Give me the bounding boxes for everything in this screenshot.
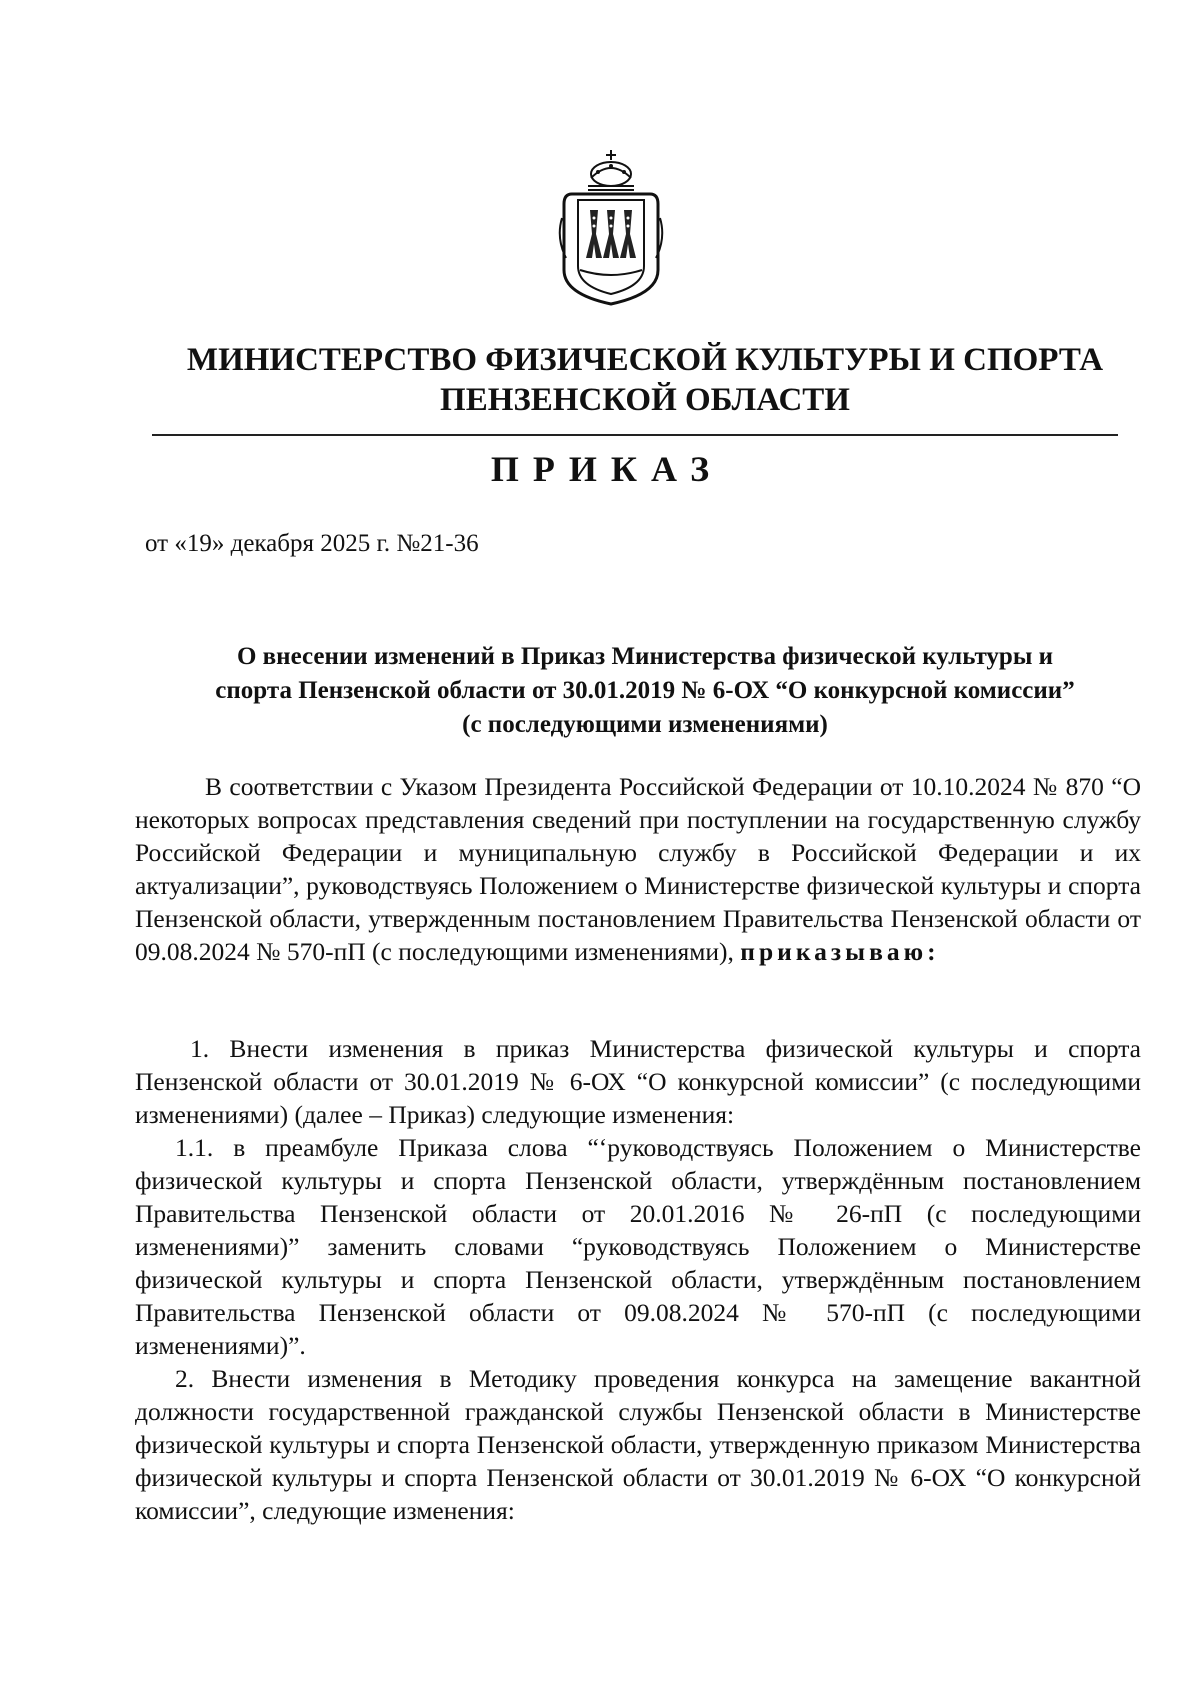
ministry-name-line2: ПЕНЗЕНСКОЙ ОБЛАСТИ [440, 382, 850, 418]
document-type-title: ПРИКАЗ [490, 449, 724, 489]
order-subject-line1: О внесении изменений в Приказ Министерства физической культуры и [236, 643, 1053, 670]
ministry-name [150, 340, 1140, 420]
preamble-paragraph [135, 770, 1141, 968]
order-subject-line3: (с последующими изменениями) [462, 711, 828, 738]
preamble-text: В соответствии с Указом Президента Российской Федерации от 10.10.2024 № 870 “О некоторых вопросах представления сведений при поступлении на государственную службу Российской Федерации и муниципальную службу в Российской Федерации и их актуализации”, руководствуясь Положением о Министерстве физической культуры и спорта Пензенской области, утвержденным постановлением Правительства Пензенской области от 09.08.2024 № 570-пП (с последующими изменениями), [135, 772, 1141, 966]
order-item-1: 1. Внести изменения в приказ Министерства физической культуры и спорта Пензенской области от 30.01.2019 № 6-ОХ “О конкурсной комиссии” (с последующими изменениями) (далее – Приказ) следующие изменения: [135, 1034, 1141, 1129]
header-divider [152, 434, 1118, 436]
order-subject [150, 640, 1140, 742]
order-subject-line2: спорта Пензенской области от 30.01.2019 № 6-ОХ “О конкурсной комиссии” [215, 677, 1075, 704]
order-items [135, 1032, 1141, 1527]
coat-of-arms-icon [558, 148, 664, 308]
order-item-2: 2. Внести изменения в Методику проведения конкурса на замещение вакантной должности государственной гражданской службы Пензенской области в Министерстве физической культуры и спорта Пензенской области, утвержденную приказом Министерства физической культуры и спорта Пензенской области от 30.01.2019 № 6-ОХ “О конкурсной комиссии”, следующие изменения: [135, 1364, 1141, 1525]
ministry-name-line1: МИНИСТЕРСТВО ФИЗИЧЕСКОЙ КУЛЬТУРЫ И СПОРТА [186, 342, 1104, 378]
order-date-number: от «19» декабря 2025 г. №21-36 [145, 530, 479, 557]
order-item-1-1: 1.1. в преамбуле Приказа слова “‘руководствуясь Положением о Министерстве физической культуры и спорта Пензенской области, утверждённым постановлением Правительства Пензенской области от 20.01.2016 № 26-пП (с последующими изменениями)” заменить словами “руководствуясь Положением о Министерстве физической культуры и спорта Пензенской области, утверждённым постановлением Правительства Пензенской области от 09.08.2024 № 570-пП (с последующими изменениями)”. [135, 1133, 1141, 1360]
decree-word: приказываю: [740, 937, 940, 966]
preamble-block [135, 770, 1141, 968]
